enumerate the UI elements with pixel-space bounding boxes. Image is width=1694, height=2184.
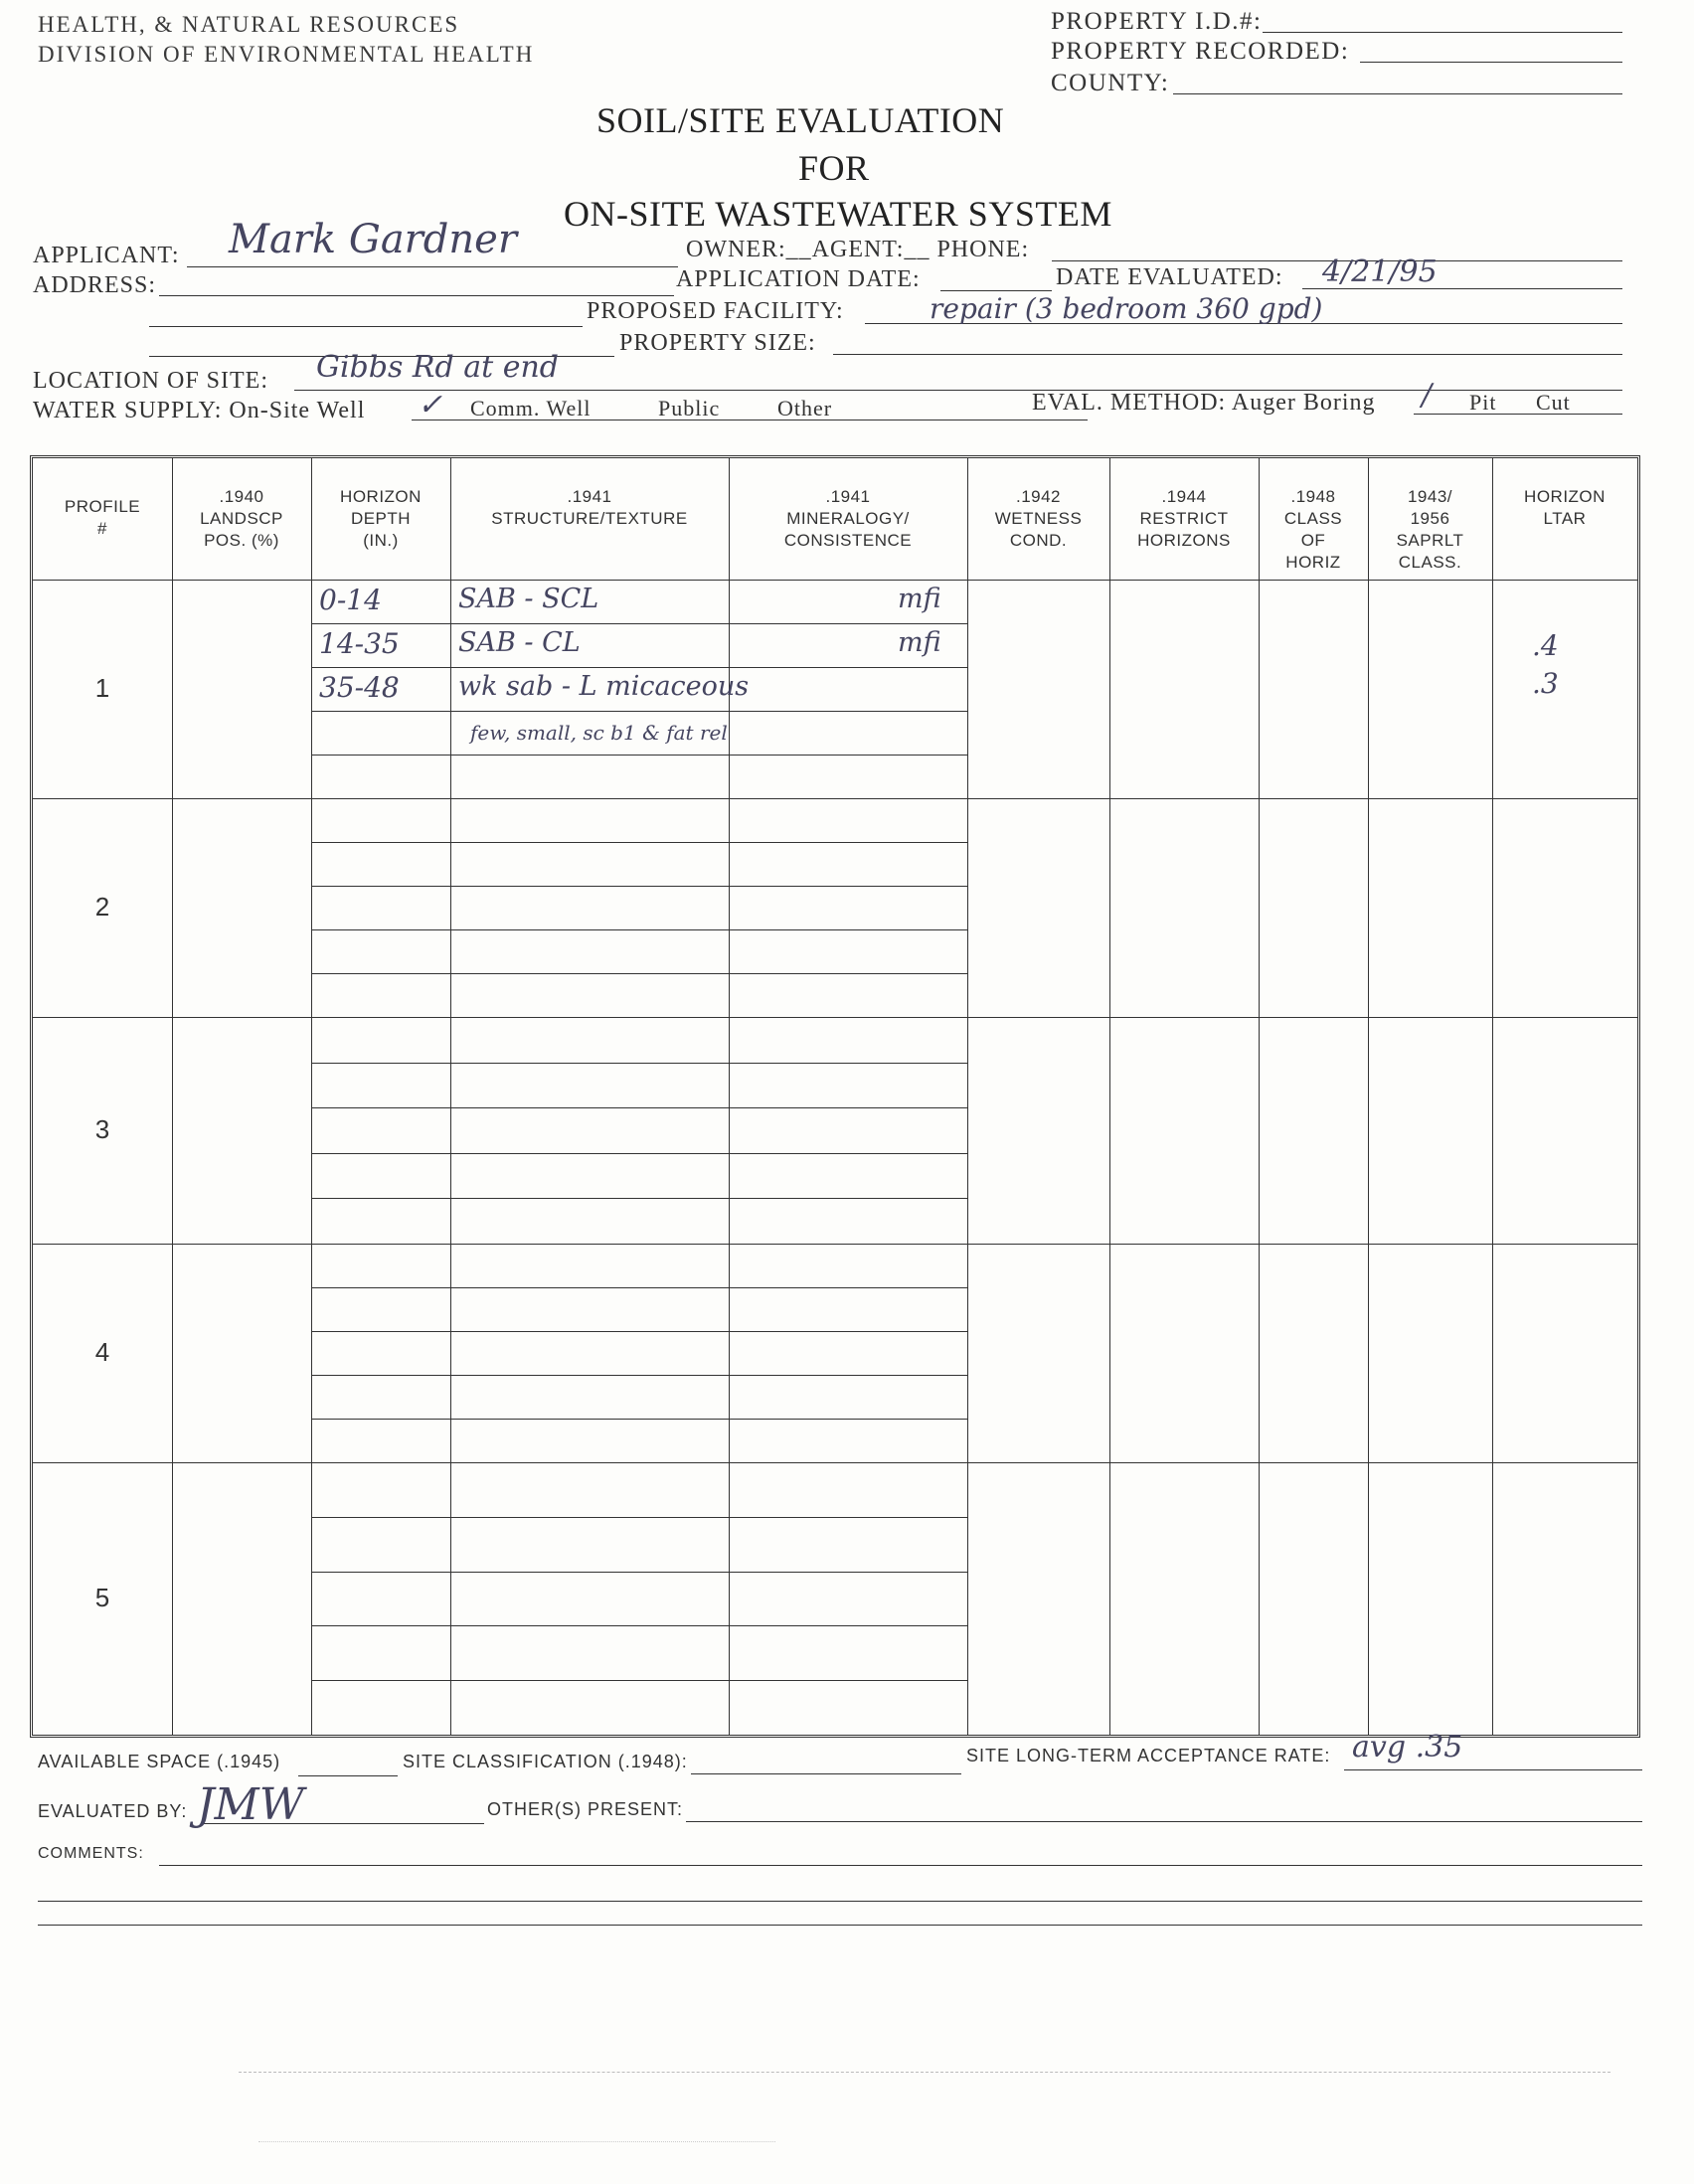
cut-label: Cut	[1536, 390, 1571, 415]
horizon-row-line	[311, 929, 967, 930]
table-header-4: .1941 STRUCTURE/TEXTURE	[491, 487, 688, 528]
profile-number-3: 3	[94, 1114, 110, 1144]
column-divider	[311, 458, 312, 1735]
county-label: COUNTY:	[1051, 70, 1170, 96]
profile-divider	[33, 798, 1637, 799]
table-header-5: .1941 MINERALOGY/ CONSISTENCE	[783, 487, 913, 550]
horizon-row-line	[311, 1107, 967, 1108]
comments-line-2	[38, 1901, 1642, 1902]
property-id-label: PROPERTY I.D.#:	[1051, 8, 1263, 35]
horizon-row-line	[311, 1198, 967, 1199]
header-divider	[33, 580, 1637, 581]
profile-divider	[33, 1244, 1637, 1245]
table-header-7: .1944 RESTRICT HORIZONS	[1137, 487, 1231, 550]
column-divider	[1109, 458, 1110, 1735]
profile-divider	[33, 1462, 1637, 1463]
pit-label: Pit	[1469, 390, 1497, 415]
horizon-row-line	[311, 1625, 967, 1626]
horizon-row-line	[311, 1331, 967, 1332]
eval-method-label: EVAL. METHOD: Auger Boring	[1032, 390, 1376, 416]
scan-artifact-line	[239, 2072, 1610, 2073]
property-size-line	[833, 354, 1622, 355]
column-divider	[729, 458, 730, 1735]
horizon-row-line	[311, 1419, 967, 1420]
horizon-row-line	[311, 973, 967, 974]
eval-method-line	[1414, 414, 1622, 415]
evaluation-table	[30, 455, 1640, 1738]
comments-line-1	[159, 1865, 1642, 1866]
horizon-row-line	[311, 755, 967, 756]
profile-number-1: 1	[94, 673, 110, 703]
address-line	[159, 295, 674, 296]
comments-line-3	[38, 1925, 1642, 1926]
location-label: LOCATION OF SITE:	[33, 368, 268, 394]
water-supply-label: WATER SUPPLY: On-Site Well	[33, 398, 366, 423]
applicant-value: Mark Gardner	[229, 217, 517, 262]
profile1-depth-3: 35-48	[319, 671, 400, 704]
address-label: ADDRESS:	[33, 272, 157, 298]
horizon-row-line	[311, 1063, 967, 1064]
application-date-label: APPLICATION DATE:	[676, 266, 921, 292]
scan-artifact-line-2	[258, 2141, 775, 2142]
table-header-6: .1942 WETNESS COND.	[994, 487, 1083, 550]
profile1-consistence-1: mfi	[898, 584, 941, 614]
owner-agent-phone-label: OWNER:__AGENT:__ PHONE:	[686, 237, 1030, 262]
horizon-row-line	[311, 667, 967, 668]
profile-number-2: 2	[94, 892, 110, 922]
form-title-for: FOR	[798, 148, 870, 188]
ltar-line	[1344, 1769, 1642, 1770]
ltar-label: SITE LONG-TERM ACCEPTANCE RATE:	[966, 1746, 1331, 1765]
auger-boring-check: /	[1422, 378, 1433, 413]
county-line	[1173, 93, 1622, 94]
horizon-row-line	[311, 1375, 967, 1376]
profile-number-4: 4	[94, 1337, 110, 1367]
date-evaluated-value: 4/21/95	[1322, 254, 1438, 289]
table-header-9: 1943/ 1956 SAPRLT CLASS.	[1396, 487, 1464, 572]
profile1-ltar-2: .3	[1532, 667, 1559, 700]
site-classification-label: SITE CLASSIFICATION (.1948):	[403, 1752, 688, 1771]
form-title-system: ON-SITE WASTEWATER SYSTEM	[564, 194, 1112, 234]
others-present-label: OTHER(S) PRESENT:	[487, 1799, 684, 1819]
profile1-depth-2: 14-35	[319, 627, 400, 660]
profile1-structure-2: SAB - CL	[458, 627, 581, 658]
column-divider	[172, 458, 173, 1735]
column-divider	[1259, 458, 1260, 1735]
property-id-line	[1263, 32, 1622, 33]
available-space-label: AVAILABLE SPACE (.1945)	[38, 1752, 281, 1771]
agency-line-1: HEALTH, & NATURAL RESOURCES	[38, 12, 460, 37]
horizon-row-line	[311, 842, 967, 843]
column-divider	[450, 458, 451, 1735]
horizon-row-line	[311, 623, 967, 624]
property-recorded-label: PROPERTY RECORDED:	[1051, 38, 1350, 65]
evaluated-by-label: EVALUATED BY:	[38, 1801, 188, 1821]
on-site-well-check: ✓	[418, 388, 443, 422]
horizon-row-line	[311, 1153, 967, 1154]
column-divider	[1368, 458, 1369, 1735]
evaluator-signature: JMW	[197, 1779, 304, 1830]
comm-well-label: Comm. Well	[470, 396, 592, 420]
others-present-line	[686, 1821, 1642, 1822]
horizon-row-line	[311, 1572, 967, 1573]
profile1-structure-1: SAB - SCL	[458, 584, 599, 614]
address-line-2	[149, 326, 583, 327]
proposed-facility-label: PROPOSED FACILITY:	[587, 298, 844, 324]
table-header-1: PROFILE #	[64, 497, 141, 538]
profile-number-5: 5	[94, 1583, 110, 1612]
comments-label: COMMENTS:	[38, 1845, 144, 1862]
applicant-label: APPLICANT:	[33, 243, 180, 268]
ltar-value: avg .35	[1352, 1730, 1463, 1764]
property-recorded-line	[1360, 62, 1622, 63]
table-header-3: HORIZON DEPTH (IN.)	[340, 487, 422, 550]
form-title: SOIL/SITE EVALUATION	[596, 100, 1005, 140]
table-header-10: HORIZON LTAR	[1524, 487, 1606, 528]
property-size-label: PROPERTY SIZE:	[619, 330, 816, 356]
profile1-structure-4: few, small, sc b1 & fat rel	[470, 721, 728, 745]
profile1-ltar-1: .4	[1532, 629, 1559, 662]
horizon-row-line	[311, 1517, 967, 1518]
date-evaluated-label: DATE EVALUATED:	[1056, 264, 1283, 290]
horizon-row-line	[311, 886, 967, 887]
horizon-row-line	[311, 1287, 967, 1288]
profile1-consistence-2: mfi	[898, 627, 941, 658]
other-label: Other	[777, 396, 833, 420]
profile1-structure-3: wk sab - L micaceous	[458, 671, 750, 702]
horizon-row-line	[311, 711, 967, 712]
applicant-line	[187, 266, 678, 267]
table-header-8: .1948 CLASS OF HORIZ	[1283, 487, 1343, 572]
public-label: Public	[658, 396, 721, 420]
application-date-line	[940, 290, 1052, 291]
location-value: Gibbs Rd at end	[316, 350, 559, 385]
available-space-line	[298, 1775, 398, 1776]
profile1-depth-1: 0-14	[319, 584, 382, 616]
column-divider	[967, 458, 968, 1735]
agency-line-2: DIVISION OF ENVIRONMENTAL HEALTH	[38, 42, 535, 67]
proposed-facility-value: repair (3 bedroom 360 gpd)	[930, 292, 1323, 325]
column-divider	[1492, 458, 1493, 1735]
site-classification-line	[691, 1773, 961, 1774]
table-header-2: .1940 LANDSCP POS. (%)	[200, 487, 283, 550]
horizon-row-line	[311, 1680, 967, 1681]
profile-divider	[33, 1017, 1637, 1018]
